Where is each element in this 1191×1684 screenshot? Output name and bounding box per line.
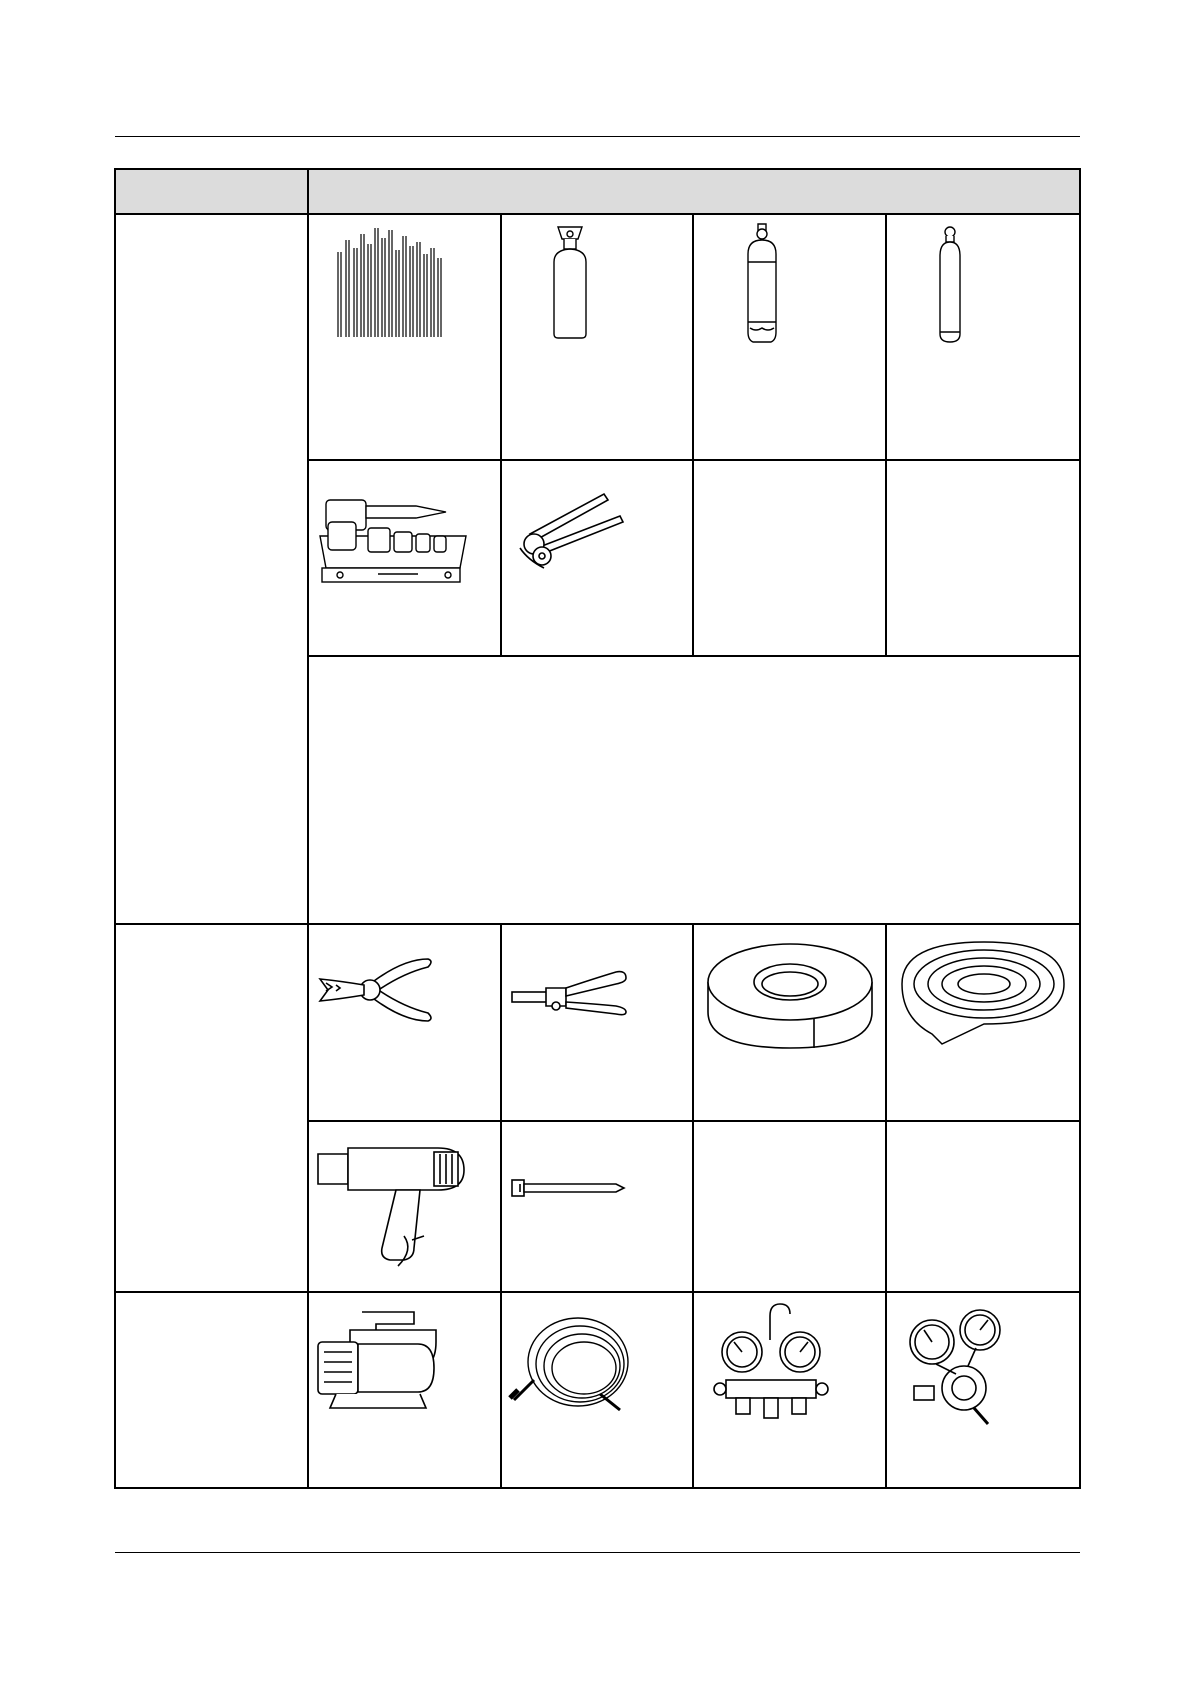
gas-cylinder-icon bbox=[740, 222, 784, 344]
tape-roll-icon bbox=[898, 938, 1068, 1052]
nitrogen-cylinder-icon bbox=[548, 222, 592, 342]
header-cell-category bbox=[115, 170, 307, 213]
manifold-gauge-icon bbox=[712, 1300, 830, 1426]
brazing-rods-icon bbox=[330, 222, 450, 342]
heat-gun-icon bbox=[316, 1140, 468, 1272]
pressure-regulator-icon bbox=[904, 1306, 1008, 1424]
charging-hose-icon bbox=[508, 1310, 636, 1416]
crimping-tool-icon bbox=[510, 966, 630, 1018]
slim-cylinder-icon bbox=[932, 222, 968, 344]
pipe-bender-icon bbox=[512, 490, 624, 582]
pipe-welding-kit-icon bbox=[318, 488, 478, 588]
cable-tie-icon bbox=[510, 1178, 626, 1198]
insulation-tape-icon bbox=[704, 938, 876, 1054]
bottom-rule bbox=[115, 1552, 1080, 1553]
header-cell-tools bbox=[309, 170, 1080, 213]
wire-stripper-icon bbox=[316, 955, 436, 1033]
top-rule bbox=[115, 136, 1080, 137]
vacuum-pump-icon bbox=[316, 1308, 438, 1416]
